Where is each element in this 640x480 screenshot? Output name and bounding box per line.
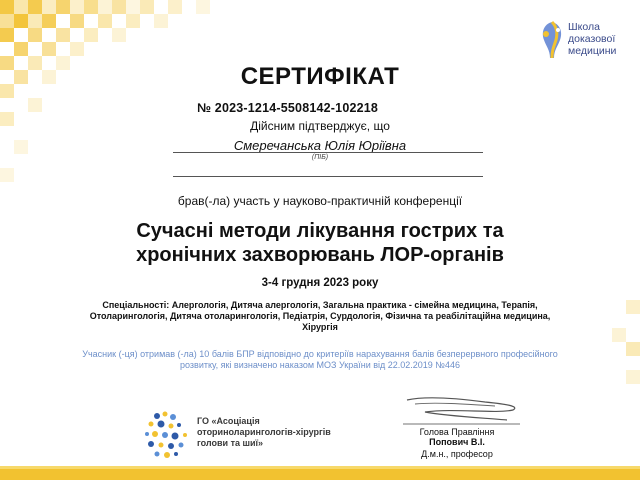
name-underline (173, 152, 483, 153)
signature-graphic (395, 390, 525, 430)
certificate-title: СЕРТИФІКАТ (240, 63, 400, 90)
school-logo-text (568, 21, 616, 57)
bottom-accent-highlight (0, 466, 640, 469)
school-logo-line: доказової (568, 33, 616, 45)
association-line: ГО «Асоціація (197, 416, 260, 426)
conference-title: Сучасні методи лікування гострих та хронічних захворювань ЛОР-органів (136, 220, 504, 266)
school-logo (538, 18, 633, 60)
association-line: голови та шиї» (197, 438, 264, 448)
association-logo-icon (143, 410, 191, 460)
confirms-text: Дійсним підтверджує, що (250, 119, 390, 133)
school-logo-line: Школа (568, 21, 600, 33)
association-line: оториноларингологів-хірургів (197, 427, 331, 437)
blank-line (173, 176, 483, 177)
association-name (197, 416, 331, 449)
specialties-text: Спеціальності: Алергологія, Дитяча алергологія, Загальна практика - сімейна медицина, Терапія, Отоларингологія, Дитяча отоларингологія, Педіатрія, Сурдологія, Фізична та реабілітаційна медицина, Хірургія (89, 300, 551, 332)
bpr-note: Учасник (-ця) отримав (-ла) 10 балів БПР відповідно до критеріїв нарахування балів безперервного професійного розвитку, які визначено наказом МОЗ України від 22.02.2019 №446 (82, 349, 558, 370)
bottom-accent-bar (0, 466, 640, 480)
signatory-degree: Д.м.н., професор (421, 449, 493, 459)
certificate-number: № 2023-1214-5508142-102218 (197, 101, 379, 115)
participation-text: брав(-ла) участь у науково-практичній конференції (177, 194, 463, 208)
name-caption: (ПІБ) (311, 154, 329, 161)
signatory-name: Попович В.І. (429, 437, 485, 447)
participant-name: Смеречанська Юлія Юріївна (233, 138, 407, 153)
signatory-role: Голова Правління (419, 427, 495, 437)
conference-dates: 3-4 грудня 2023 року (261, 277, 379, 289)
school-logo-line: медицини (568, 45, 617, 57)
school-logo-icon (538, 18, 566, 60)
decorative-mosaic-right (600, 300, 640, 400)
